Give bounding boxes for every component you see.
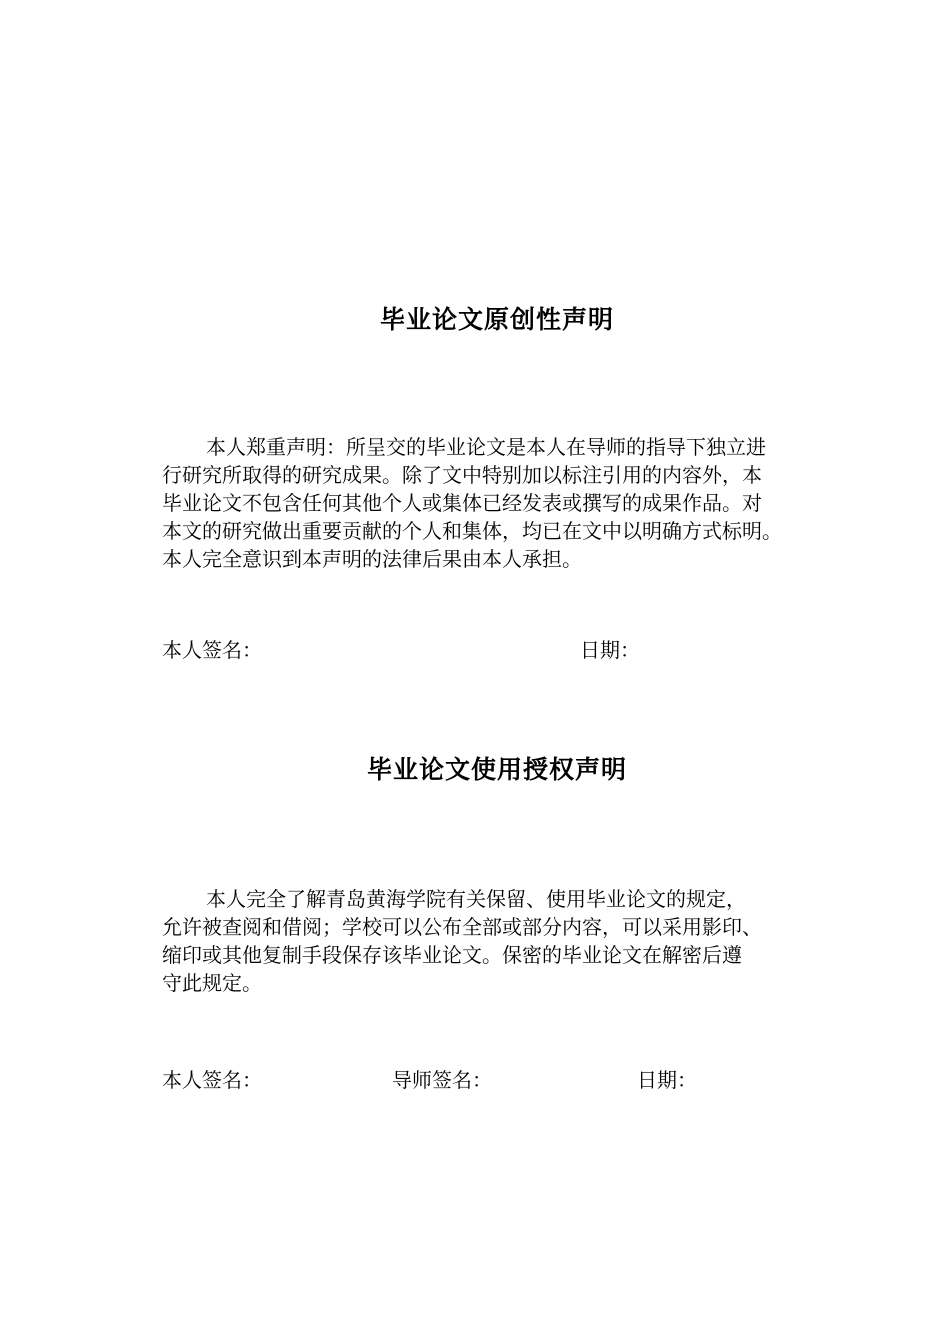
author-signature-label: 本人签名： <box>162 1068 262 1092</box>
authorization-declaration-paragraph <box>162 885 862 997</box>
authorization-declaration-title: 毕业论文使用授权声明 <box>366 755 627 784</box>
advisor-signature-label: 导师签名： <box>392 1068 492 1092</box>
originality-declaration-paragraph <box>162 433 862 573</box>
date-label: 日期： <box>637 1068 697 1092</box>
paragraph-line: 毕业论文不包含任何其他个人或集体已经发表或撰写的成果作品。对 <box>162 491 762 515</box>
paragraph-line: 本人郑重声明：所呈交的毕业论文是本人在导师的指导下独立进 <box>206 435 766 459</box>
author-signature-label: 本人签名： <box>162 638 262 662</box>
paragraph-line: 行研究所取得的研究成果。除了文中特别加以标注引用的内容外，本 <box>162 463 762 487</box>
authorization-signature-row <box>0 1066 950 1094</box>
date-label: 日期： <box>580 638 640 662</box>
originality-declaration-title: 毕业论文原创性声明 <box>379 305 614 334</box>
paragraph-line: 本人完全了解青岛黄海学院有关保留、使用毕业论文的规定， <box>206 887 746 911</box>
paragraph-line: 本人完全意识到本声明的法律后果由本人承担。 <box>162 547 582 571</box>
originality-signature-row <box>0 636 950 664</box>
paragraph-line: 缩印或其他复制手段保存该毕业论文。保密的毕业论文在解密后遵 <box>162 943 742 967</box>
paragraph-line: 允许被查阅和借阅；学校可以公布全部或部分内容，可以采用影印、 <box>162 915 762 939</box>
paragraph-line: 守此规定。 <box>162 971 262 995</box>
paragraph-line: 本文的研究做出重要贡献的个人和集体，均已在文中以明确方式标明。 <box>162 519 782 543</box>
